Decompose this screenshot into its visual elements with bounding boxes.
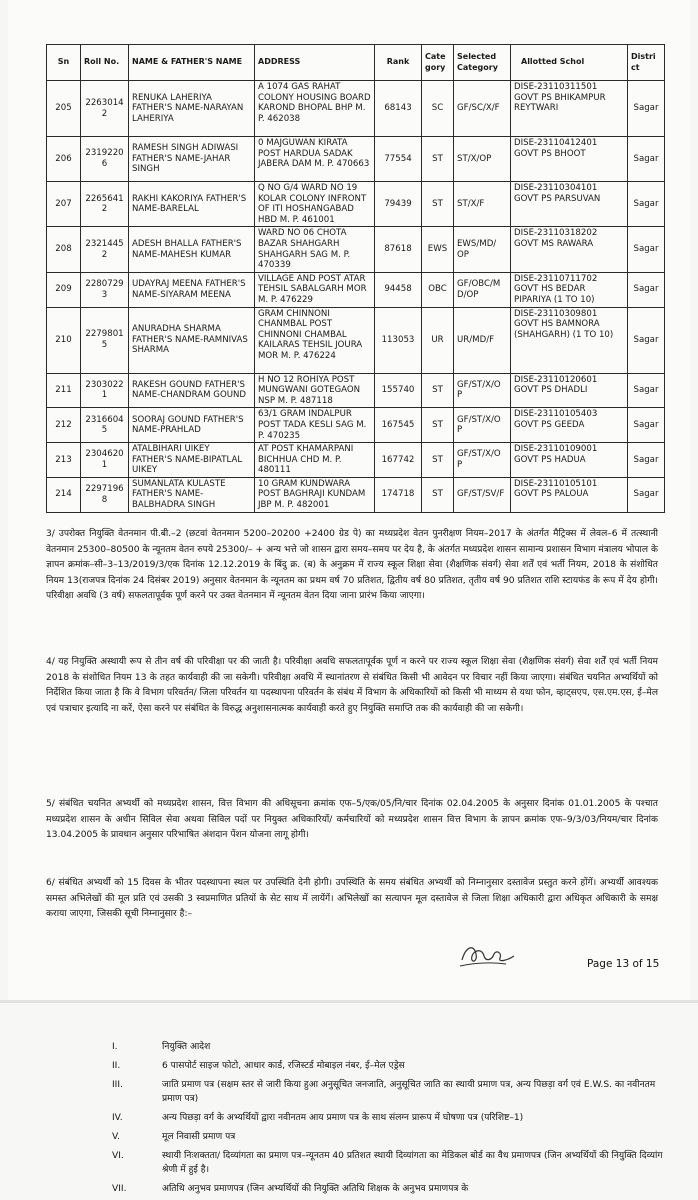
cell-district: Sagar: [628, 137, 665, 182]
cell-rank: 77554: [375, 137, 422, 182]
cell-name: ADESH BHALLA FATHER'S NAME-MAHESH KUMAR: [129, 227, 255, 272]
cell-sn: 205: [47, 81, 81, 137]
cell-roll-no: 23166045: [81, 408, 129, 443]
required-documents-list: [112, 1040, 672, 1200]
cell-name: RENUKA LAHERIYA FATHER'S NAME-NARAYAN LAHERIYA: [129, 81, 255, 137]
cell-address: AT POST KHAMARPANI BICHHUA CHD M. P. 480111: [255, 443, 375, 478]
cell-roll-no: 22798015: [81, 307, 129, 373]
cell-sn: 206: [47, 137, 81, 182]
cell-category: ST: [422, 443, 454, 478]
list-item: [112, 1040, 672, 1054]
cell-selected-category: GF/ST/X/O P: [454, 373, 511, 408]
cell-roll-no: 23214452: [81, 227, 129, 272]
list-item-text: नियुक्ति आदेश: [162, 1042, 211, 1052]
cell-category: OBC: [422, 272, 454, 307]
paragraph-3-pay-scale: 3/ उपरोक्त नियुक्ति वेतनमान पी.बी.–2 (छटवां वेतनमान 5200–20200 +2400 ग्रेड पे) का मध्यप्रदेश वेतन पुनरीक्षण नियम–2017 के अंतर्गत मैट्रिक्स में लेवल–6 में तत्स्थानी वेतनमान 25300–80500 के न्यूनतम वेतन रुपये 25300/– + अन्य भत्ते जो शासन द्वारा समय–समय पर देय है, के अंतर्गत मध्यप्रदेश शासन सामान्य प्रशासन विभाग मंत्रालय भोपाल के ज्ञापन क्रमांक–सी–3–13/2019/3/एक दिनांक 12.12.2019 के बिंदु क्र. (ब) के अनुक्रम में राज्य स्कूल शिक्षा सेवा (शैक्षणिक संवर्ग) सेवा शर्तें एवं भर्ती नियम, 2018 के संशोधित नियम 13(राजपत्र दिनांक 24 दिसंबर 2019) अनुसार वेतनमान के न्यूनतम का प्रथम वर्ष 70 प्रतिशत, द्वितीय वर्ष 80 प्रतिशत, तृतीय वर्ष 90 प्रतिशत राशि स्टायफंड के रूप में देय होगी। परिवीक्षा अवधि (3 वर्ष) सफलतापूर्वक पूर्ण करने पर उक्त वेतनमान में न्यूनतम वेतन दिया जाना प्रारंभ किया जाएगा।: [46, 529, 658, 602]
cell-category: ST: [422, 137, 454, 182]
list-item-text: अतिथि अनुभव प्रमाणपत्र (जिन अभ्यर्थियों की नियुक्ति अतिथि शिक्षक के अनुभव प्रमाणपत्र के: [162, 1184, 469, 1194]
cell-sn: 209: [47, 272, 81, 307]
cell-name: RAKESH GOUND FATHER'S NAME-CHANDRAM GOUND: [129, 373, 255, 408]
cell-sn: 208: [47, 227, 81, 272]
paragraph-5-pension: 5/ संबंधित चयनित अभ्यर्थी को मध्यप्रदेश शासन, वित्त विभाग की अधिसूचना क्रमांक एफ–5/एक/05/नि/चार दिनांक 02.04.2005 के अनुसार दिनांक 01.01.2005 के पश्चात मध्यप्रदेश शासन के अधीन सिविल सेवा अथवा सिविल पदों पर नियुक्त अधिकारियों/ कर्मचारियों को मध्यप्रदेश शासन वित्त विभाग के ज्ञापन क्रमांक एफ–9/3/03/नियम/चार दिनांक 13.04.2005 के प्रावधान अनुसार परिभाषित अंशदान पेंशन योजना लागू होगी।: [46, 799, 658, 841]
cell-address: 0 MAJGUWAN KIRATA POST HARDUA SADAK JABERA DAM M. P. 470663: [255, 137, 375, 182]
header-selected-category: Selected Category: [454, 45, 511, 81]
table-row: [47, 443, 665, 478]
cell-roll-no: 23046201: [81, 443, 129, 478]
cell-rank: 87618: [375, 227, 422, 272]
cell-roll-no: 22807293: [81, 272, 129, 307]
cell-rank: 155740: [375, 373, 422, 408]
cell-rank: 167545: [375, 408, 422, 443]
paragraph-6-joining-documents: 6/ संबंधित अभ्यर्थी को 15 दिवस के भीतर पदस्थापना स्थल पर उपस्थिति देनी होगी। उपस्थिति के समय संबंधित अभ्यर्थी को निम्नानुसार दस्तावेज प्रस्तुत करने होंगें। अभ्यर्थी आवश्यक समस्त अभिलेखों की मूल प्रति एवं उसकी 3 स्वप्रमाणित प्रतियों के सेट साथ में लायेंगें। अभिलेखों का सत्यापन मूल दस्तावेज से जिला शिक्षा अधिकारी द्वारा अधिकृत अधिकारी के समक्ष कराया जाएगा, जिसकी सूची निम्नानुसार है:–: [46, 878, 658, 920]
table-row: [47, 272, 665, 307]
cell-roll-no: 23030221: [81, 373, 129, 408]
cell-selected-category: GF/ST/X/O P: [454, 443, 511, 478]
cell-address: H NO 12 ROHIYA POST MUNGWANI GOTEGAON NSP M. P. 487118: [255, 373, 375, 408]
cell-roll-no: 22656412: [81, 182, 129, 227]
table-row: [47, 373, 665, 408]
list-item: [112, 1078, 672, 1106]
cell-allotted-school: DISE-23110304101 GOVT PS PARSUVAN: [511, 182, 628, 227]
cell-address: GRAM CHINNONI CHANMBAL POST CHINNONI CHAMBAL KAILARAS TEHSIL JOURA MOR M. P. 476224: [255, 307, 375, 373]
cell-selected-category: ST/X/F: [454, 182, 511, 227]
cell-name: ANURADHA SHARMA FATHER'S NAME-RAMNIVAS SHARMA: [129, 307, 255, 373]
list-item: [112, 1149, 672, 1177]
cell-sn: 213: [47, 443, 81, 478]
header-category: Cate gory: [422, 45, 454, 81]
cell-district: Sagar: [628, 477, 665, 512]
cell-allotted-school: DISE-23110412401 GOVT PS BHOOT: [511, 137, 628, 182]
list-item-number: III.: [112, 1080, 123, 1090]
cell-roll-no: 22630142: [81, 81, 129, 137]
list-item-text: मूल निवासी प्रमाण पत्र: [162, 1132, 236, 1142]
cell-allotted-school: DISE-23110711702 GOVT HS BEDAR PIPARIYA (1 TO 10): [511, 272, 628, 307]
cell-allotted-school: DISE-23110105403 GOVT PS GEEDA: [511, 408, 628, 443]
cell-selected-category: ST/X/OP: [454, 137, 511, 182]
cell-district: Sagar: [628, 272, 665, 307]
header-address: ADDRESS: [255, 45, 375, 81]
cell-rank: 68143: [375, 81, 422, 137]
cell-address: Q NO G/4 WARD NO 19 KOLAR COLONY INFRONT OF ITI HOSHANGABAD HBD M. P. 461001: [255, 182, 375, 227]
cell-district: Sagar: [628, 227, 665, 272]
list-item: [112, 1130, 672, 1144]
cell-sn: 212: [47, 408, 81, 443]
cell-sn: 211: [47, 373, 81, 408]
cell-allotted-school: DISE-23110318202 GOVT MS RAWARA: [511, 227, 628, 272]
cell-selected-category: UR/MD/F: [454, 307, 511, 373]
header-sn: Sn: [47, 45, 81, 81]
page-number: Page 13 of 15: [587, 958, 660, 970]
cell-address: 10 GRAM KUNDWARA POST BAGHRAJI KUNDAM JBP M. P. 482001: [255, 477, 375, 512]
cell-allotted-school: DISE-23110105101 GOVT PS PALOUA: [511, 477, 628, 512]
cell-address: WARD NO 06 CHOTA BAZAR SHAHGARH SHAHGARH SAG M. P. 470339: [255, 227, 375, 272]
cell-rank: 174718: [375, 477, 422, 512]
paragraph-4-probation: 4/ यह नियुक्ति अस्थायी रूप से तीन वर्ष की परिवीक्षा पर की जाती है। परिवीक्षा अवधि सफलतापूर्वक पूर्ण न करने पर राज्य स्कूल शिक्षा सेवा (शैक्षणिक संवर्ग) सेवा शर्तें एवं भर्ती नियम 2018 के संशोधित नियम 13 के तहत कार्यवाही की जा सकेगी। परिवीक्षा अवधि में स्थानांतरण से संबंधित किसी भी आवेदन पर विचार नहीं किया जाएगा। संबंधित चयनित अभ्यर्थियों को निर्देशित किया जाता है कि वे विभाग परिवर्तन/ जिला परिवर्तन या पदस्थापना परिवर्तन के संबंध में विभाग के अधिकारियों को किसी भी माध्यम से यथा फोन, व्हाट्सएप, एस.एम.एस, ई–मेल एवं पत्राचार इत्यादि ना करें, ऐसा करने पर संबंधित के विरुद्ध अनुशासनात्मक कार्यवाही करते हुए नियुक्ति समाप्ति तक की कार्यवाही की जा सकेगी।: [46, 657, 658, 714]
cell-district: Sagar: [628, 443, 665, 478]
cell-category: ST: [422, 408, 454, 443]
list-item-text: 6 पासपोर्ट साइज फोटो, आधार कार्ड, रजिस्टर्ड मोबाइल नंबर, ई–मेल एड्रेस: [162, 1061, 405, 1071]
cell-address: 63/1 GRAM INDALPUR POST TADA KESLI SAG M. P. 470235: [255, 408, 375, 443]
cell-category: SC: [422, 81, 454, 137]
cell-name: SOORAJ GOUND FATHER'S NAME-PRAHLAD: [129, 408, 255, 443]
cell-district: Sagar: [628, 408, 665, 443]
table-row: [47, 182, 665, 227]
cell-sn: 210: [47, 307, 81, 373]
cell-district: Sagar: [628, 81, 665, 137]
cell-roll-no: 22971968: [81, 477, 129, 512]
table-row: [47, 137, 665, 182]
list-item: [112, 1111, 672, 1125]
table-row: [47, 477, 665, 512]
cell-selected-category: GF/SC/X/F: [454, 81, 511, 137]
cell-address: A 1074 GAS RAHAT COLONY HOUSING BOARD KAROND BHOPAL BHP M. P. 462038: [255, 81, 375, 137]
allotment-table: [46, 44, 665, 513]
list-item-number: V.: [112, 1132, 120, 1142]
header-allotted-school: Allotted Schol: [511, 45, 628, 81]
list-item-number: VI.: [112, 1151, 124, 1161]
table-row: [47, 408, 665, 443]
table-row: [47, 81, 665, 137]
cell-name: UDAYRAJ MEENA FATHER'S NAME-SIYARAM MEENA: [129, 272, 255, 307]
cell-allotted-school: DISE-23110120601 GOVT PS DHADLI: [511, 373, 628, 408]
table-row: [47, 307, 665, 373]
cell-sn: 214: [47, 477, 81, 512]
list-item-text: जाति प्रमाण पत्र (सक्षम स्तर से जारी किया हुआ अनुसूचित जनजाति, अनुसूचित जाति का स्थायी प्रमाण पत्र, अन्य पिछड़ा वर्ग एवं E.W.S. का नवीनतम प्रमाण पत्र): [162, 1080, 656, 1104]
cell-rank: 94458: [375, 272, 422, 307]
cell-rank: 113053: [375, 307, 422, 373]
list-item-text: अन्य पिछड़ा वर्ग के अभ्यर्थियों द्वारा नवीनतम आय प्रमाण पत्र के साथ संलग्न प्रारूप में घोषणा पत्र (परिशिष्ट–1): [162, 1113, 524, 1123]
list-item: [112, 1059, 672, 1073]
table-header-row: [47, 45, 665, 81]
cell-allotted-school: DISE-23110311501 GOVT PS BHIKAMPUR REYTWARI: [511, 81, 628, 137]
cell-selected-category: GF/ST/X/O P: [454, 408, 511, 443]
list-item-number: II.: [112, 1061, 121, 1071]
list-item: [112, 1182, 672, 1196]
cell-category: EWS: [422, 227, 454, 272]
header-rank: Rank: [375, 45, 422, 81]
cell-district: Sagar: [628, 182, 665, 227]
list-item-number: I.: [112, 1042, 118, 1052]
cell-category: UR: [422, 307, 454, 373]
cell-category: ST: [422, 182, 454, 227]
cell-roll-no: 23192206: [81, 137, 129, 182]
cell-name: ATALBIHARI UIKEY FATHER'S NAME-BIPATLAL UIKEY: [129, 443, 255, 478]
list-item-text: स्थायी निःशक्तता/ दिव्यांगता का प्रमाण पत्र–न्यूनतम 40 प्रतिशत स्थायी दिव्यांगता का मेडिकल बोर्ड का वैध प्रमाणपत्र (जिन अभ्यर्थियों की नियुक्ति दिव्यांग श्रेणी में हुई है।: [162, 1151, 663, 1175]
cell-district: Sagar: [628, 373, 665, 408]
cell-name: SUMANLATA KULASTE FATHER'S NAME-BALBHADRA SINGH: [129, 477, 255, 512]
cell-selected-category: GF/OBC/M D/OP: [454, 272, 511, 307]
header-roll-no: Roll No.: [81, 45, 129, 81]
cell-allotted-school: DISE-23110309801 GOVT HS BAMNORA (SHAHGARH) (1 TO 10): [511, 307, 628, 373]
table-row: [47, 227, 665, 272]
header-district: Distri ct: [628, 45, 665, 81]
cell-selected-category: GF/ST/SV/F: [454, 477, 511, 512]
list-item-number: IV.: [112, 1113, 123, 1123]
cell-name: RAMESH SINGH ADIWASI FATHER'S NAME-JAHAR SINGH: [129, 137, 255, 182]
cell-rank: 167742: [375, 443, 422, 478]
cell-sn: 207: [47, 182, 81, 227]
cell-address: VILLAGE AND POST ATAR TEHSIL SABALGARH MOR M. P. 476229: [255, 272, 375, 307]
header-name: NAME & FATHER'S NAME: [129, 45, 255, 81]
cell-category: ST: [422, 477, 454, 512]
officer-signature: [456, 936, 520, 970]
cell-district: Sagar: [628, 307, 665, 373]
cell-category: ST: [422, 373, 454, 408]
cell-selected-category: EWS/MD/ OP: [454, 227, 511, 272]
cell-rank: 79439: [375, 182, 422, 227]
cell-allotted-school: DISE-23110109001 GOVT PS HADUA: [511, 443, 628, 478]
list-item-number: VII.: [112, 1184, 127, 1194]
cell-name: RAKHI KAKORIYA FATHER'S NAME-BARELAL: [129, 182, 255, 227]
